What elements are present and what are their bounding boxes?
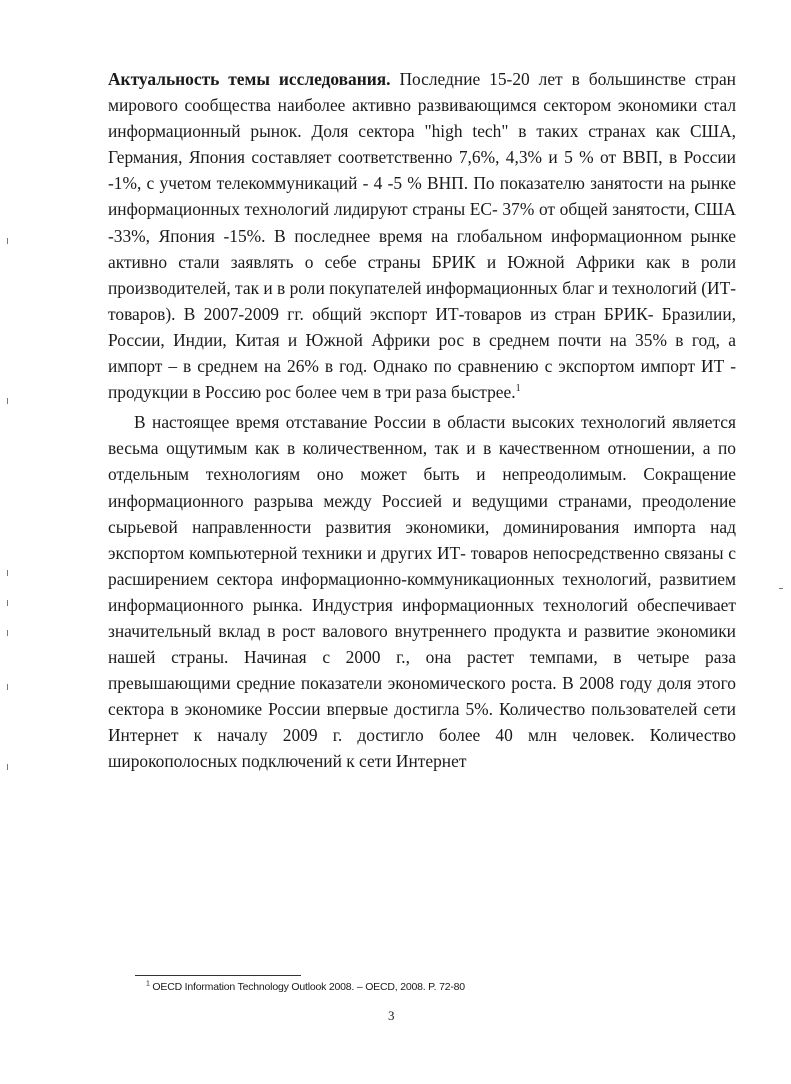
scan-margin-mark — [7, 764, 8, 770]
footnote-reference[interactable]: 1 — [515, 383, 521, 395]
section-lead-heading: Актуальность темы исследования. — [108, 69, 391, 89]
paragraph-current-state — [108, 409, 736, 774]
footnote-marker: 1 — [146, 980, 150, 988]
paragraph-text: В настоящее время отставание России в области высоких технологий является весьма ощутимым как в количественном, так и в качественном отношении, а по отдельным технологиям оно может быть и непреодолимым. Сокращение информационного разрыва между Россией и ведущими странами, преодоление сырьевой направленности развития экономики, доминирования импорта над экспортом компьютерной техники и других ИТ- товаров непосредственно связаны с расширением сектора информационно-коммуникационных технологий, развитием информационного рынка. Индустрия информационных технологий обеспечивает значительный вклад в рост валового внутреннего продукта и развитие экономики нашей страны. Начиная с 2000 г., она растет темпами, в четыре раза превышающими средние показатели экономического роста. В 2008 году доля этого сектора в экономике России впервые достигла 5%. Количество пользователей сети Интернет к началу 2009 г. достигло более 40 млн человек. Количество широкополосных подключений к сети Интернет — [108, 412, 736, 772]
scan-margin-mark — [7, 684, 8, 690]
footnote-text: OECD Information Technology Outlook 2008. – OECD, 2008. P. 72-80 — [152, 981, 465, 993]
footnote — [146, 981, 465, 993]
scan-margin-mark — [779, 588, 783, 589]
paragraph-text: Последние 15-20 лет в большинстве стран мирового сообщества наиболее активно развивающимся сектором экономики стал информационный рынок. Доля сектора "high tech" в таких странах как США, Германия, Япония составляет соответственно 7,6%, 4,3% и 5 % от ВВП, в России -1%, с учетом телекоммуникаций - 4 -5 % ВНП. По показателю занятости на рынке информационных технологий лидируют страны ЕС- 37% от общей занятости, США -33%, Япония -15%. В последнее время на глобальном информационном рынке активно стали заявлять о себе страны БРИК и Южной Африки как в роли производителей, так и в роли покупателей информационных благ и технологий (ИТ-товаров). В 2007-2009 гг. общий экспорт ИТ-товаров из стран БРИК- Бразилии, России, Индии, Китая и Южной Африки рос в среднем почти на 35% в год, а импорт – в среднем на 26% в год. Однако по сравнению с экспортом импорт ИТ - продукции в Россию рос более чем в три раза быстрее. — [108, 69, 736, 403]
scan-margin-mark — [7, 398, 8, 404]
scan-margin-mark — [7, 570, 8, 576]
page-number: 3 — [388, 1008, 395, 1023]
scan-margin-mark — [7, 630, 8, 636]
scan-margin-mark — [7, 600, 8, 606]
paragraph-relevance — [108, 66, 736, 405]
body-text — [108, 66, 736, 775]
scan-margin-mark — [7, 238, 8, 244]
footnote-separator — [135, 975, 301, 976]
